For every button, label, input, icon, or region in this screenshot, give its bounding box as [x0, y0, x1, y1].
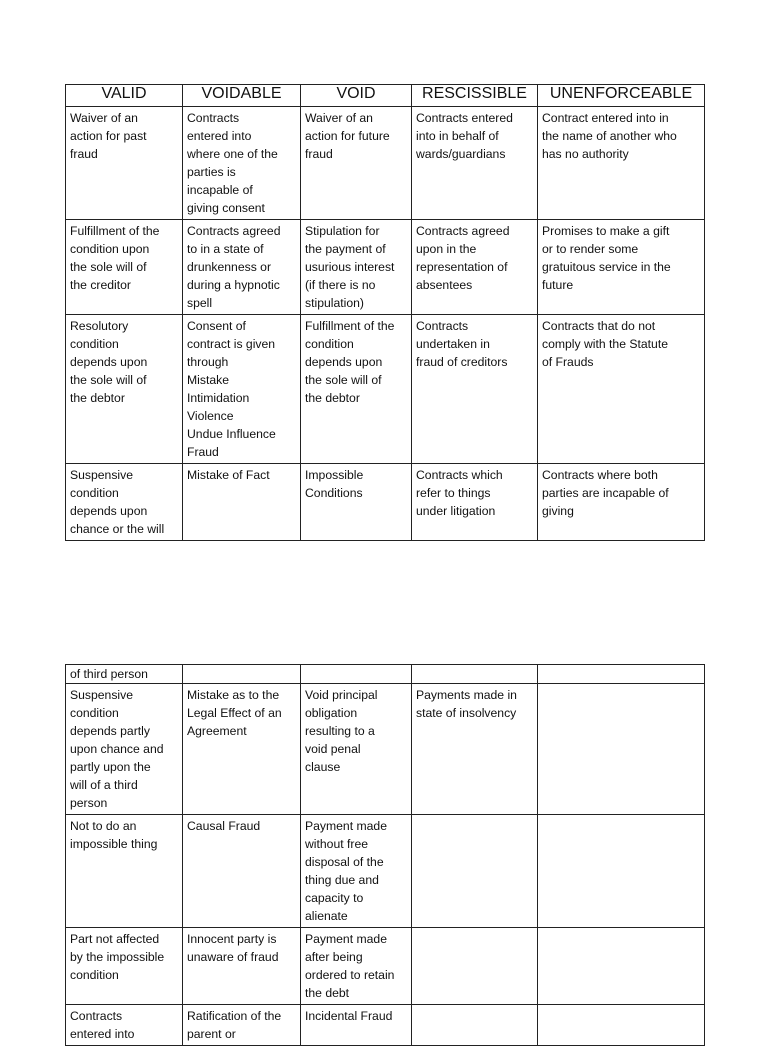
table-cell [412, 928, 538, 1005]
table-cell: Contract entered into in the name of another who has no authority [538, 107, 705, 220]
header-row [66, 85, 705, 107]
table-cell: Fulfillment of the condition depends upon the sole will of the debtor [301, 315, 412, 464]
table-cell: Contracts undertaken in fraud of creditors [412, 315, 538, 464]
table-cell: Suspensive condition depends upon chance or the will [66, 464, 183, 541]
header-valid: VALID [66, 85, 183, 107]
table-cell: Contracts where both parties are incapable of giving [538, 464, 705, 541]
table-cell: Contracts agreed to in a state of drunkenness or during a hypnotic spell [183, 220, 301, 315]
table-cell: Mistake as to the Legal Effect of an Agreement [183, 684, 301, 815]
table-cell [538, 928, 705, 1005]
header-unenforceable: UNENFORCEABLE [538, 85, 705, 107]
table-cell: Contracts agreed upon in the representation of absentees [412, 220, 538, 315]
table-cell [301, 665, 412, 684]
table-cell: Payment made after being ordered to retain the debt [301, 928, 412, 1005]
table-cell: Waiver of an action for future fraud [301, 107, 412, 220]
table-cell: Fulfillment of the condition upon the sole will of the creditor [66, 220, 183, 315]
table-cell: Contracts which refer to things under litigation [412, 464, 538, 541]
table-cell: Contracts entered into where one of the parties is incapable of giving consent [183, 107, 301, 220]
table-cell: Ratification of the parent or [183, 1005, 301, 1046]
table-cell: Impossible Conditions [301, 464, 412, 541]
table-cell: Waiver of an action for past fraud [66, 107, 183, 220]
header-voidable: VOIDABLE [183, 85, 301, 107]
table-cell: Mistake of Fact [183, 464, 301, 541]
comparison-table-continued [65, 664, 705, 1046]
comparison-table-top [65, 84, 705, 541]
table-row [66, 315, 705, 464]
table-row [66, 107, 705, 220]
table-row [66, 815, 705, 928]
table-cell [412, 665, 538, 684]
table-cell: Contracts entered into [66, 1005, 183, 1046]
table-cell: Innocent party is unaware of fraud [183, 928, 301, 1005]
table-cell [412, 1005, 538, 1046]
table-cell: Incidental Fraud [301, 1005, 412, 1046]
table-cell: Payments made in state of insolvency [412, 684, 538, 815]
table-cell [412, 815, 538, 928]
table-row [66, 665, 705, 684]
table-cell: Not to do an impossible thing [66, 815, 183, 928]
table-row [66, 928, 705, 1005]
table-cell: Promises to make a gift or to render some gratuitous service in the future [538, 220, 705, 315]
table-cell: Part not affected by the impossible condition [66, 928, 183, 1005]
table-cell [538, 684, 705, 815]
table-cell: Causal Fraud [183, 815, 301, 928]
header-void: VOID [301, 85, 412, 107]
table-row [66, 220, 705, 315]
table-cell: Resolutory condition depends upon the sole will of the debtor [66, 315, 183, 464]
header-rescissible: RESCISSIBLE [412, 85, 538, 107]
table-cell: Payment made without free disposal of the thing due and capacity to alienate [301, 815, 412, 928]
table-row [66, 464, 705, 541]
table-cell: of third person [66, 665, 183, 684]
table-cell [538, 665, 705, 684]
table-cell: Contracts entered into in behalf of wards/guardians [412, 107, 538, 220]
table-cell: Consent of contract is given through Mistake Intimidation Violence Undue Influence Fraud [183, 315, 301, 464]
table-cell: Stipulation for the payment of usurious interest (if there is no stipulation) [301, 220, 412, 315]
table-row [66, 1005, 705, 1046]
table-cell [538, 815, 705, 928]
table-cell: Contracts that do not comply with the Statute of Frauds [538, 315, 705, 464]
table-cell [183, 665, 301, 684]
table-cell [538, 1005, 705, 1046]
table-cell: Void principal obligation resulting to a void penal clause [301, 684, 412, 815]
table-cell: Suspensive condition depends partly upon chance and partly upon the will of a third person [66, 684, 183, 815]
table-row [66, 684, 705, 815]
